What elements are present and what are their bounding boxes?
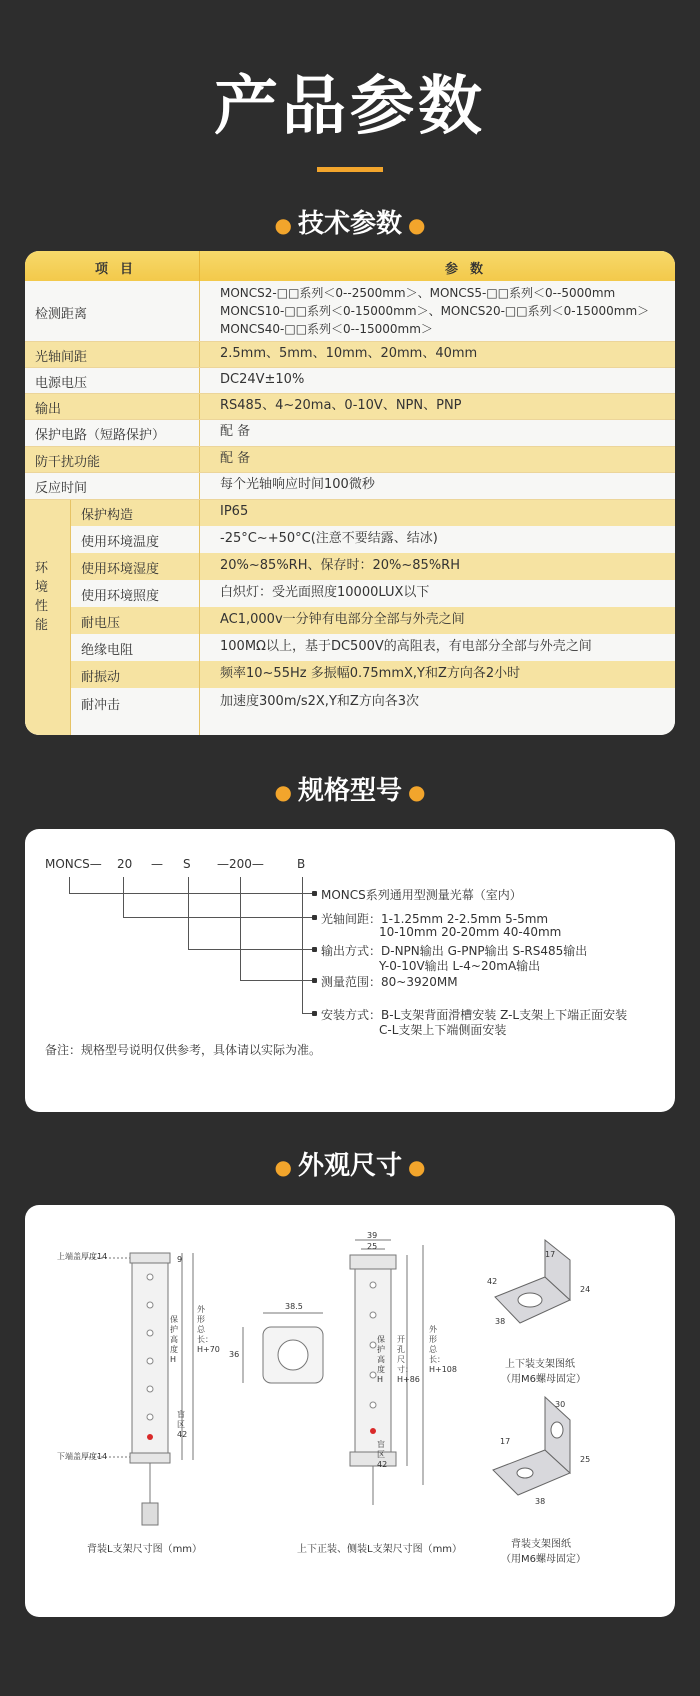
row-value: 加速度300m/s2X,Y和Z方向各3次 (220, 694, 420, 709)
row-label: 耐振动 (81, 670, 121, 685)
table-row (25, 499, 675, 526)
table-row (25, 634, 675, 661)
section-heading-model (0, 770, 700, 807)
code-part: B (297, 857, 306, 871)
bullet-dot-icon: ● (274, 212, 292, 237)
code-part: S (183, 857, 191, 871)
dim-label: 盲区42 (177, 1410, 188, 1439)
table-row (25, 446, 675, 472)
bullet-dot-icon: ● (408, 1154, 426, 1179)
code-desc: 光轴间距：1-1.25mm 2-2.5mm 5-5mm (321, 912, 549, 926)
row-label: 使用环境湿度 (81, 562, 160, 577)
dim-label: 开孔尺寸：H+86 (397, 1335, 420, 1384)
row-label: 耐冲击 (81, 698, 121, 713)
table-row (25, 553, 675, 580)
dim-label: 17 (545, 1250, 556, 1259)
row-label: 反应时间 (35, 481, 88, 496)
caption-fig1: 背装L支架尺寸图（mm） (87, 1544, 203, 1555)
row-value: 频率10~55Hz 多振幅0.75mmX,Y和Z方向各2小时 (220, 666, 521, 681)
spec-table (25, 251, 675, 735)
dim-label: 上端盖厚度14 (57, 1252, 108, 1261)
code-part: MONCS— (45, 857, 102, 871)
code-desc: 安装方式：B-L支架背面滑槽安装 Z-L支架上下端正面安装 (321, 1008, 628, 1022)
caption-fig4: 上下装支架图纸 (505, 1359, 575, 1370)
table-row (25, 419, 675, 446)
row-label: 光轴间距 (35, 350, 88, 365)
code-desc: 测量范围：80~3920MM (321, 975, 458, 989)
env-group-cell (25, 499, 71, 735)
drawing-end-view (243, 1313, 323, 1383)
dim-label: 39 (367, 1231, 378, 1240)
led-indicator-icon (370, 1428, 376, 1434)
table-row (25, 281, 675, 341)
table-row (25, 526, 675, 553)
row-value: 每个光轴响应时间100微秒 (220, 477, 375, 492)
table-header (25, 251, 675, 281)
code-desc: 10-10mm 20-20mm 40-40mm (379, 925, 562, 939)
section-title: 技术参数 (297, 209, 402, 239)
dim-label: 9 (177, 1255, 183, 1264)
dim-label: 38 (535, 1497, 546, 1506)
bullet-dot-icon: ● (408, 212, 426, 237)
row-value-line: MONCS2-□□系列＜0--2500mm＞、MONCS5-□□系列＜0--5000mm (220, 286, 616, 300)
table-row (25, 393, 675, 419)
code-desc: C-L支架上下端侧面安装 (379, 1023, 507, 1037)
dim-label: 30 (555, 1400, 566, 1409)
code-part: —200— (217, 857, 264, 871)
code-part: 20 (117, 857, 133, 871)
dimension-drawings-card (25, 1205, 675, 1617)
row-value: 2.5mm、5mm、10mm、20mm、40mm (220, 346, 478, 361)
model-code-card (25, 829, 675, 1112)
row-label: 检测距离 (35, 307, 88, 322)
row-label: 输出 (35, 402, 62, 417)
row-value: 100MΩ以上，基于DC500V的高阻表，有电部分全部与外壳之间 (220, 639, 592, 654)
dim-label: 下端盖厚度14 (57, 1452, 108, 1461)
row-label: 保护构造 (81, 508, 134, 523)
row-label: 使用环境温度 (81, 535, 160, 550)
section-heading-dims (0, 1145, 700, 1182)
dim-label: 保护高度H (377, 1335, 385, 1384)
row-value: RS485、4~20ma、0-10V、NPN、PNP (220, 398, 462, 413)
row-label: 耐电压 (81, 616, 121, 631)
model-note: 备注：规格型号说明仅供参考，具体请以实际为准。 (45, 1043, 322, 1057)
dim-label: 盲区42 (377, 1440, 388, 1469)
code-desc: MONCS系列通用型测量光幕（室内） (321, 888, 522, 902)
row-label: 保护电路（短路保护） (35, 428, 166, 443)
row-label: 电源电压 (35, 376, 88, 391)
row-value: IP65 (220, 504, 249, 519)
row-value: 配 备 (220, 424, 251, 439)
row-value: 20%~85%RH、保存时：20%~85%RH (220, 558, 460, 573)
dim-label: 38.5 (285, 1302, 303, 1311)
dim-label: 保护高度H (170, 1315, 178, 1364)
table-row (25, 580, 675, 607)
table-row (25, 472, 675, 499)
dim-label: 外形总长：H+70 (197, 1305, 220, 1354)
section-title: 规格型号 (297, 776, 402, 806)
row-value-line: MONCS10-□□系列＜0-15000mm＞、MONCS20-□□系列＜0-15000mm＞ (220, 304, 650, 318)
dim-label: 17 (500, 1437, 511, 1446)
table-row (25, 688, 675, 735)
bullet-dot-icon: ● (274, 779, 292, 804)
dim-label: 外形总长：H+108 (429, 1325, 457, 1374)
table-row (25, 341, 675, 367)
env-group-label: 环境性能 (35, 561, 49, 633)
led-indicator-icon (147, 1434, 153, 1440)
header-param: 参数 (445, 262, 496, 277)
row-label: 使用环境照度 (81, 589, 160, 604)
code-desc: Y-0-10V输出 L-4~20mA输出 (379, 959, 541, 973)
row-value: 配 备 (220, 451, 251, 466)
caption-fig3: 上下正装、侧装L支架尺寸图（mm） (297, 1544, 463, 1555)
row-label: 防干扰功能 (35, 455, 101, 470)
dim-label: 25 (367, 1242, 378, 1251)
bullet-dot-icon: ● (408, 779, 426, 804)
drawing-bracket-top (495, 1240, 570, 1323)
header-item: 项目 (95, 262, 146, 277)
dim-label: 36 (229, 1350, 240, 1359)
dim-label: 24 (580, 1285, 591, 1294)
page-title: 产品参数 (214, 70, 486, 144)
table-row (25, 661, 675, 688)
table-row (25, 607, 675, 634)
row-value: -25°C~+50°C(注意不要结露、结冰) (220, 531, 438, 546)
row-value-line: MONCS40-□□系列＜0--15000mm＞ (220, 322, 433, 336)
row-value: 白炽灯：受光面照度10000LUX以下 (220, 585, 430, 600)
row-value: DC24V±10% (220, 372, 305, 387)
code-desc: 输出方式：D-NPN输出 G-PNP输出 S-RS485输出 (321, 944, 588, 958)
section-heading-tech (0, 203, 700, 240)
title-underline (317, 167, 383, 172)
caption-fig5: 背装支架图纸 (511, 1539, 571, 1550)
code-part: — (151, 857, 163, 871)
dim-label: 42 (487, 1277, 498, 1286)
caption-fig4-sub: （用M6螺母固定） (501, 1374, 586, 1385)
table-row (25, 367, 675, 393)
row-label: 绝缘电阻 (81, 643, 134, 658)
row-value: AC1,000v一分钟有电部分全部与外壳之间 (220, 612, 465, 627)
dim-label: 38 (495, 1317, 506, 1326)
bullet-dot-icon: ● (274, 1154, 292, 1179)
drawing-back-mount (85, 1253, 193, 1525)
section-title: 外观尺寸 (297, 1151, 402, 1181)
dim-label: 25 (580, 1455, 591, 1464)
drawing-bracket-back (493, 1397, 570, 1495)
caption-fig5-sub: （用M6螺母固定） (501, 1554, 586, 1565)
